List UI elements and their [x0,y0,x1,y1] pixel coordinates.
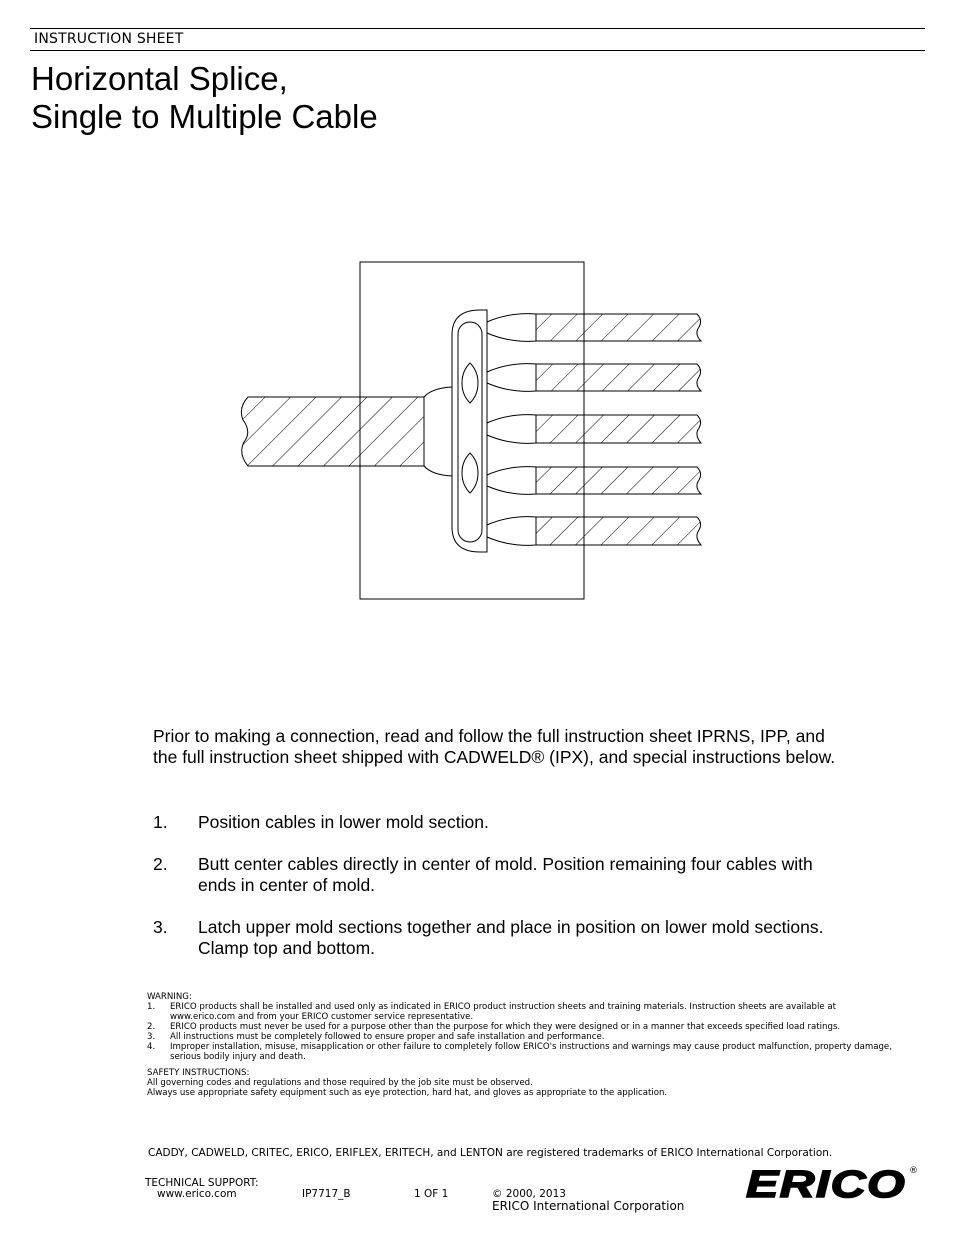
warning-item: 1. ERICO products shall be installed and used only as indicated in ERICO product instruction sheets and training materials. Instruction sheets are available at www.erico.com and from your ERICO customer service representative. [147,1002,837,1022]
step-text: Position cables in lower mold section. [198,812,489,832]
splice-diagram [236,255,711,605]
copyright: © 2000, 2013 [492,1188,566,1200]
cable-4 [536,467,701,494]
warning-item: 3. All instructions must be completely followed to ensure proper and safe installation and performance. [147,1032,605,1042]
registered-mark: ® [909,1166,918,1176]
single-cable [241,397,424,466]
step-number: 3. [153,917,168,937]
warning-heading: WARNING: [147,992,192,1002]
step-number: 1. [153,812,168,832]
page-number: 1 OF 1 [414,1188,449,1200]
intro-paragraph: Prior to making a connection, read and follow the full instruction sheet IPRNS, IPP, and the full instruction sheet shipped with CADWELD® (IPX), and special instructions below. [153,726,836,767]
safety-section [147,1068,897,1098]
warning-item: 4. Improper installation, misuse, misapplication or other failure to completely follow ERICO's instructions and warnings may cause product malfunction, property damage, serious bodily injury and death. [147,1042,892,1062]
safety-line: All governing codes and regulations and those required by the job site must be observed. [147,1078,533,1088]
step-text: Butt center cables directly in center of mold. Position remaining four cables with ends in center of mold. [198,854,813,895]
warning-item: 2. ERICO products must never be used for a purpose other than the purpose for which they were designed or in a manner that exceeds specified load ratings. [147,1022,841,1032]
cable-3 [536,415,701,443]
erico-logo [742,1163,922,1205]
document-number: IP7717_B [302,1188,351,1200]
cable-2 [536,364,701,391]
trademark-notice: CADDY, CADWELD, CRITEC, ERICO, ERIFLEX, ERITECH, and LENTON are registered trademarks of ERICO International Corporation. [148,1147,833,1159]
company-name: ERICO International Corporation [492,1199,685,1213]
step-number: 2. [153,854,168,874]
tech-support-label: TECHNICAL SUPPORT: [145,1177,259,1189]
safety-heading: SAFETY INSTRUCTIONS: [147,1068,250,1078]
page-title [31,60,378,136]
header-bottom-rule [30,50,925,51]
logo-wordmark: ERICO [746,1164,906,1205]
title-line-1: Horizontal Splice, [31,60,288,97]
safety-line: Always use appropriate safety equipment such as eye protection, hard hat, and gloves as appropriate to the application. [147,1088,668,1098]
document-type-label: INSTRUCTION SHEET [34,31,184,47]
step-text: Latch upper mold sections together and place in position on lower mold sections. Clamp top and bottom. [198,917,824,958]
support-link[interactable]: www.erico.com [157,1188,237,1200]
weld-fillet-left [424,387,452,476]
header-top-rule [30,28,925,29]
cable-1 [536,314,701,341]
warning-section [147,992,897,1062]
title-line-2: Single to Multiple Cable [31,98,378,135]
cable-5 [536,517,701,545]
